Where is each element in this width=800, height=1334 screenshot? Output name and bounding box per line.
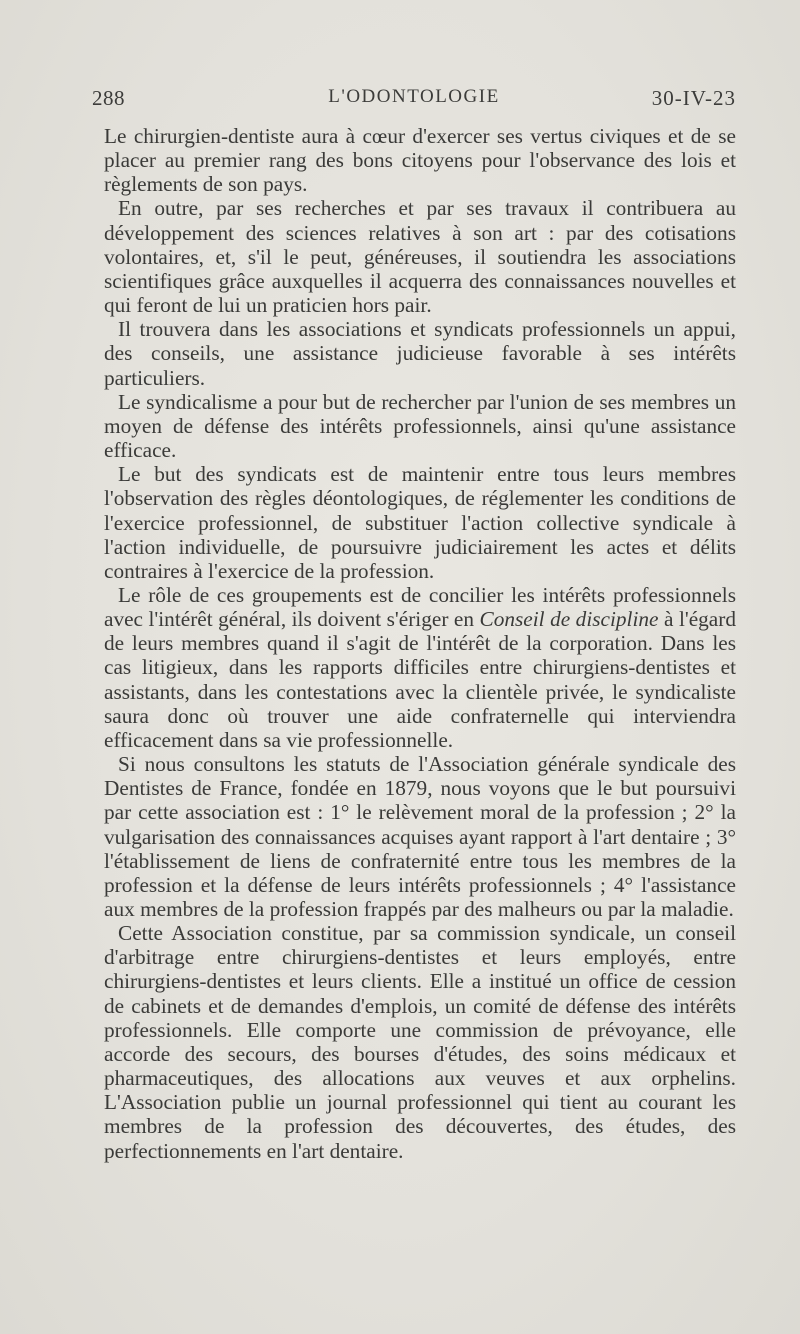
issue-date: 30-IV-23 bbox=[651, 86, 736, 110]
body-text bbox=[104, 124, 736, 1163]
paragraph-6 bbox=[104, 583, 736, 752]
paragraph-2: En outre, par ses recherches et par ses travaux il contribuera au développement des sciences relatives à son art : par des cotisations volontaires, et, s'il le peut, généreuses, il soutiendra les associations scientifiques grâce auxquelles il acquerra des connaissances nouvelles et qui feront de lui un praticien hors pair. bbox=[104, 196, 736, 318]
paragraph-6-text-before: Le rôle de ces groupements est de concilier les intérêts professionnels avec l'intérêt général, ils doivent s'ériger en bbox=[104, 582, 736, 632]
paragraph-6-text-after: à l'égard de leurs membres quand il s'agit de l'intérêt de la corporation. Dans les cas litigieux, dans les rapports difficiles entre chirurgiens-dentistes et assistants, dans les contestations avec la clientèle privée, le syndicaliste saura donc où trouver une aide confraternelle qui interviendra efficacement dans sa vie professionnelle. bbox=[104, 607, 736, 752]
paragraph-3: Il trouvera dans les associations et syndicats professionnels un appui, des conseils, une assistance judicieuse favorable à ses intérêts particuliers. bbox=[104, 317, 736, 390]
paragraph-5: Le but des syndicats est de maintenir entre tous leurs membres l'observation des règles déontologiques, de réglementer les conditions de l'exercice professionnel, de substituer l'action collective syndicale à l'action individuelle, de poursuivre judiciairement les actes et délits contraires à l'exercice de la profession. bbox=[104, 462, 736, 583]
paragraph-1: Le chirurgien-dentiste aura à cœur d'exercer ses vertus civiques et de se placer au premier rang des bons citoyens pour l'observance des lois et règlements de son pays. bbox=[104, 124, 736, 197]
page-header bbox=[92, 86, 736, 114]
italic-term-conseil-de-discipline: Conseil de discipline bbox=[479, 607, 659, 632]
running-title: L'ODONTOLOGIE bbox=[328, 86, 500, 107]
paragraph-7: Si nous consultons les statuts de l'Association générale syndicale des Dentistes de France, fondée en 1879, nous voyons que le but poursuivi par cette association est : 1° le relèvement moral de la profession ; 2° la vulgarisation des connaissances acquises ayant rapport à l'art dentaire ; 3° l'établissement de liens de confraternité entre tous les membres de la profession et la défense de leurs intérêts professionnels ; 4° l'assistance aux membres de la profession frappés par des malheurs ou par la maladie. bbox=[104, 752, 736, 921]
paragraph-4: Le syndicalisme a pour but de rechercher par l'union de ses membres un moyen de défense des intérêts professionnels, ainsi qu'une assistance efficace. bbox=[104, 389, 736, 463]
paragraph-8: Cette Association constitue, par sa commission syndicale, un conseil d'arbitrage entre chirurgiens-dentistes et leurs employés, entre chirurgiens-dentistes et leurs clients. Elle a institué un office de cession de cabinets et de demandes d'emplois, un comité de défense des intérêts professionnels. Elle comporte une commission de prévoyance, elle accorde des secours, des bourses d'études, des soins médicaux et pharmaceutiques, des allocations aux veuves et aux orphelins. L'Association publie un journal professionnel qui tient au courant les membres de la profession des découvertes, des études, des perfectionnements en l'art dentaire. bbox=[104, 921, 736, 1163]
page-number: 288 bbox=[92, 86, 125, 110]
